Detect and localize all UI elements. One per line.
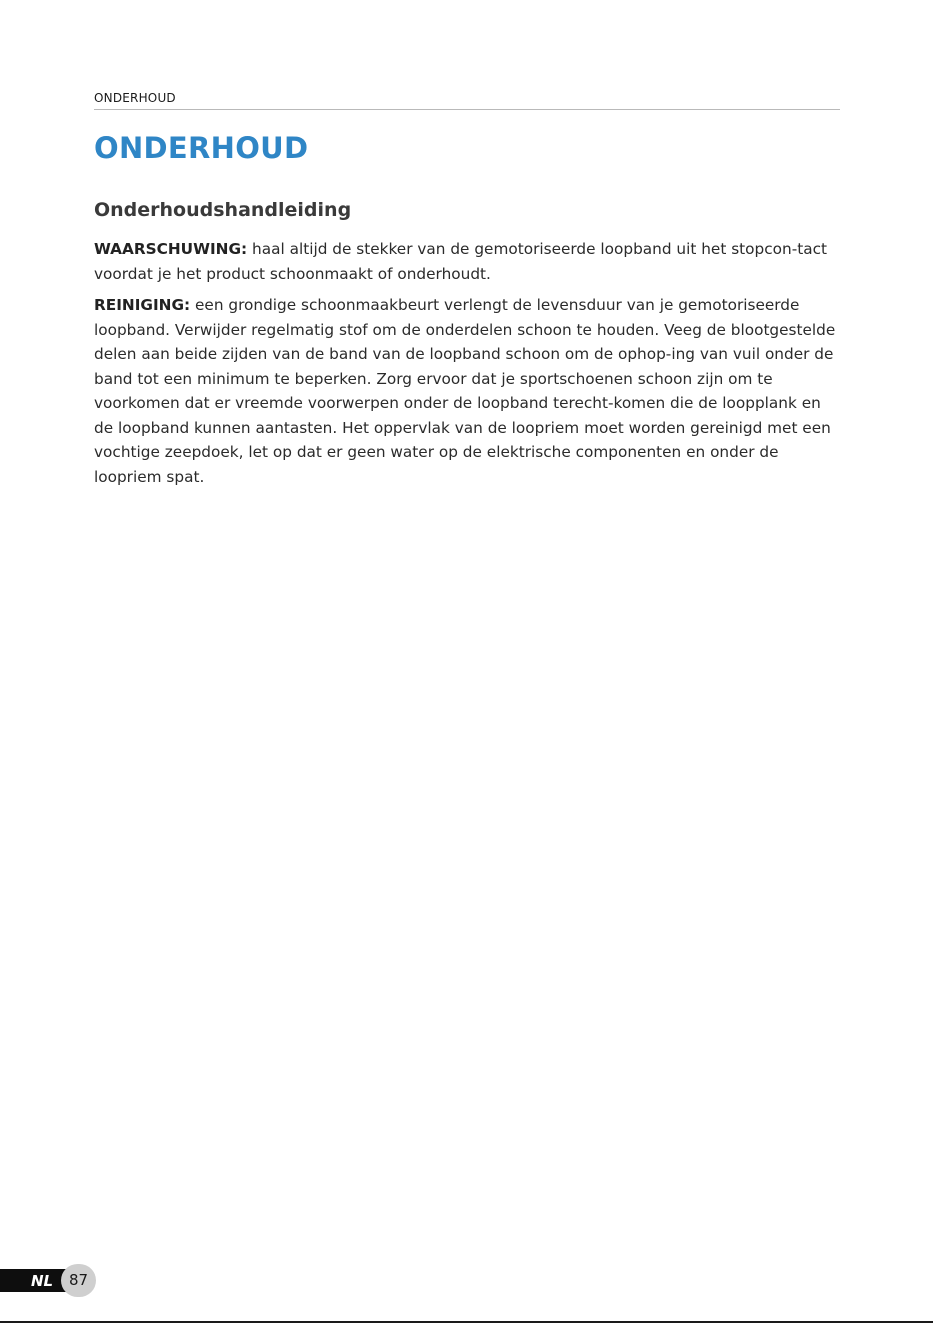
header-divider	[94, 109, 840, 110]
warning-text: haal altijd de stekker van de gemotoriseerde loopband uit het stopcon-tact voordat je het product schoonmaakt of onderhoudt.	[94, 240, 828, 283]
page-title: ONDERHOUD	[94, 131, 309, 165]
section-heading: Onderhoudshandleiding	[94, 199, 352, 221]
running-header: ONDERHOUD	[94, 91, 176, 105]
language-label: NL	[31, 1272, 54, 1290]
warning-paragraph	[94, 237, 840, 286]
cleaning-text: een grondige schoonmaakbeurt verlengt de levensduur van je gemotoriseerde loopband. Verwijder regelmatig stof om de onderdelen schoon te houden. Veeg de blootgestelde delen aan beide zijden van de band van de loopband schoon om de ophop-ing van vuil onder de band tot een minimum te beperken. Zorg ervoor dat je sportschoenen schoon zijn om te voorkomen dat er vreemde voorwerpen onder de loopband terecht-komen die de loopplank en de loopband kunnen aantasten. Het oppervlak van de loopriem moet worden gereinigd met een vochtige zeepdoek, let op dat er geen water op de elektrische componenten en onder de loopriem spat.	[94, 296, 836, 486]
language-tab	[0, 1269, 70, 1292]
bottom-divider	[0, 1321, 933, 1323]
cleaning-paragraph	[94, 293, 840, 489]
warning-lead: WAARSCHUWING:	[94, 240, 248, 258]
page-number-badge: 87	[61, 1264, 96, 1297]
cleaning-lead: REINIGING:	[94, 296, 191, 314]
page-footer	[0, 1264, 100, 1296]
